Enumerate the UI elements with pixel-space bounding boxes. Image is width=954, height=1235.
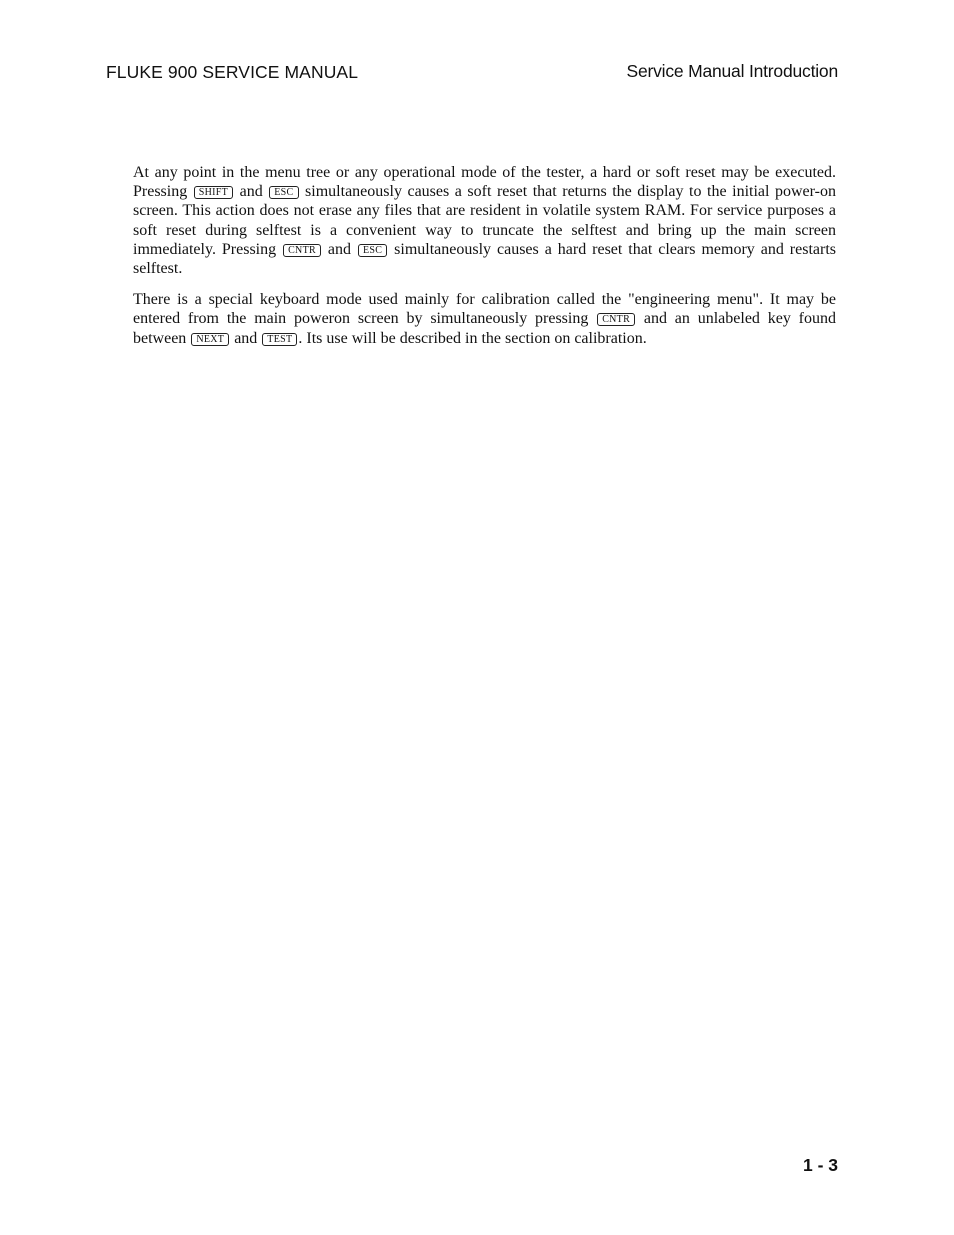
text-run: simultaneously causes a hard reset that clears memory and restarts selftest. xyxy=(133,240,837,278)
next-key-glyph: NEXT xyxy=(191,333,229,346)
cntr-key-glyph: CNTR xyxy=(283,244,321,257)
text-run: simultaneously causes a soft reset that returns the display to the initial power-on screen. This action does not erase any files that are resident in volatile system RAM. For service purposes a soft reset during selftest is a convenient way to truncate the selftest and bring up the main screen immediately. Pressing xyxy=(133,183,836,258)
text-run: and xyxy=(230,329,262,347)
manual-title: FLUKE 900 SERVICE MANUAL xyxy=(106,62,359,82)
text-run: and xyxy=(321,240,357,258)
cntr-key-glyph: CNTR xyxy=(597,313,635,326)
paragraph-reset xyxy=(133,163,836,278)
esc-key-glyph: ESC xyxy=(358,244,387,257)
esc-key-glyph: ESC xyxy=(269,186,298,199)
text-run: There is a special keyboard mode used mainly for calibration called the "engineering menu". It may be entered from the main poweron screen by simultaneously pressing xyxy=(133,291,836,328)
shift-key-glyph: SHIFT xyxy=(194,186,233,199)
section-title: Service Manual Introduction xyxy=(626,61,838,81)
text-run: and xyxy=(234,183,269,201)
text-run: and an unlabeled key found between xyxy=(133,310,837,347)
test-key-glyph: TEST xyxy=(262,333,297,346)
text-run: At any point in the menu tree or any operational mode of the tester, a hard or soft reset may be executed. Pressing xyxy=(133,164,836,201)
page-number: 1 - 3 xyxy=(802,1155,838,1175)
body-text xyxy=(133,163,836,360)
paragraph-engineering-menu xyxy=(133,290,836,348)
text-run: . Its use will be described in the section on calibration. xyxy=(298,329,647,347)
